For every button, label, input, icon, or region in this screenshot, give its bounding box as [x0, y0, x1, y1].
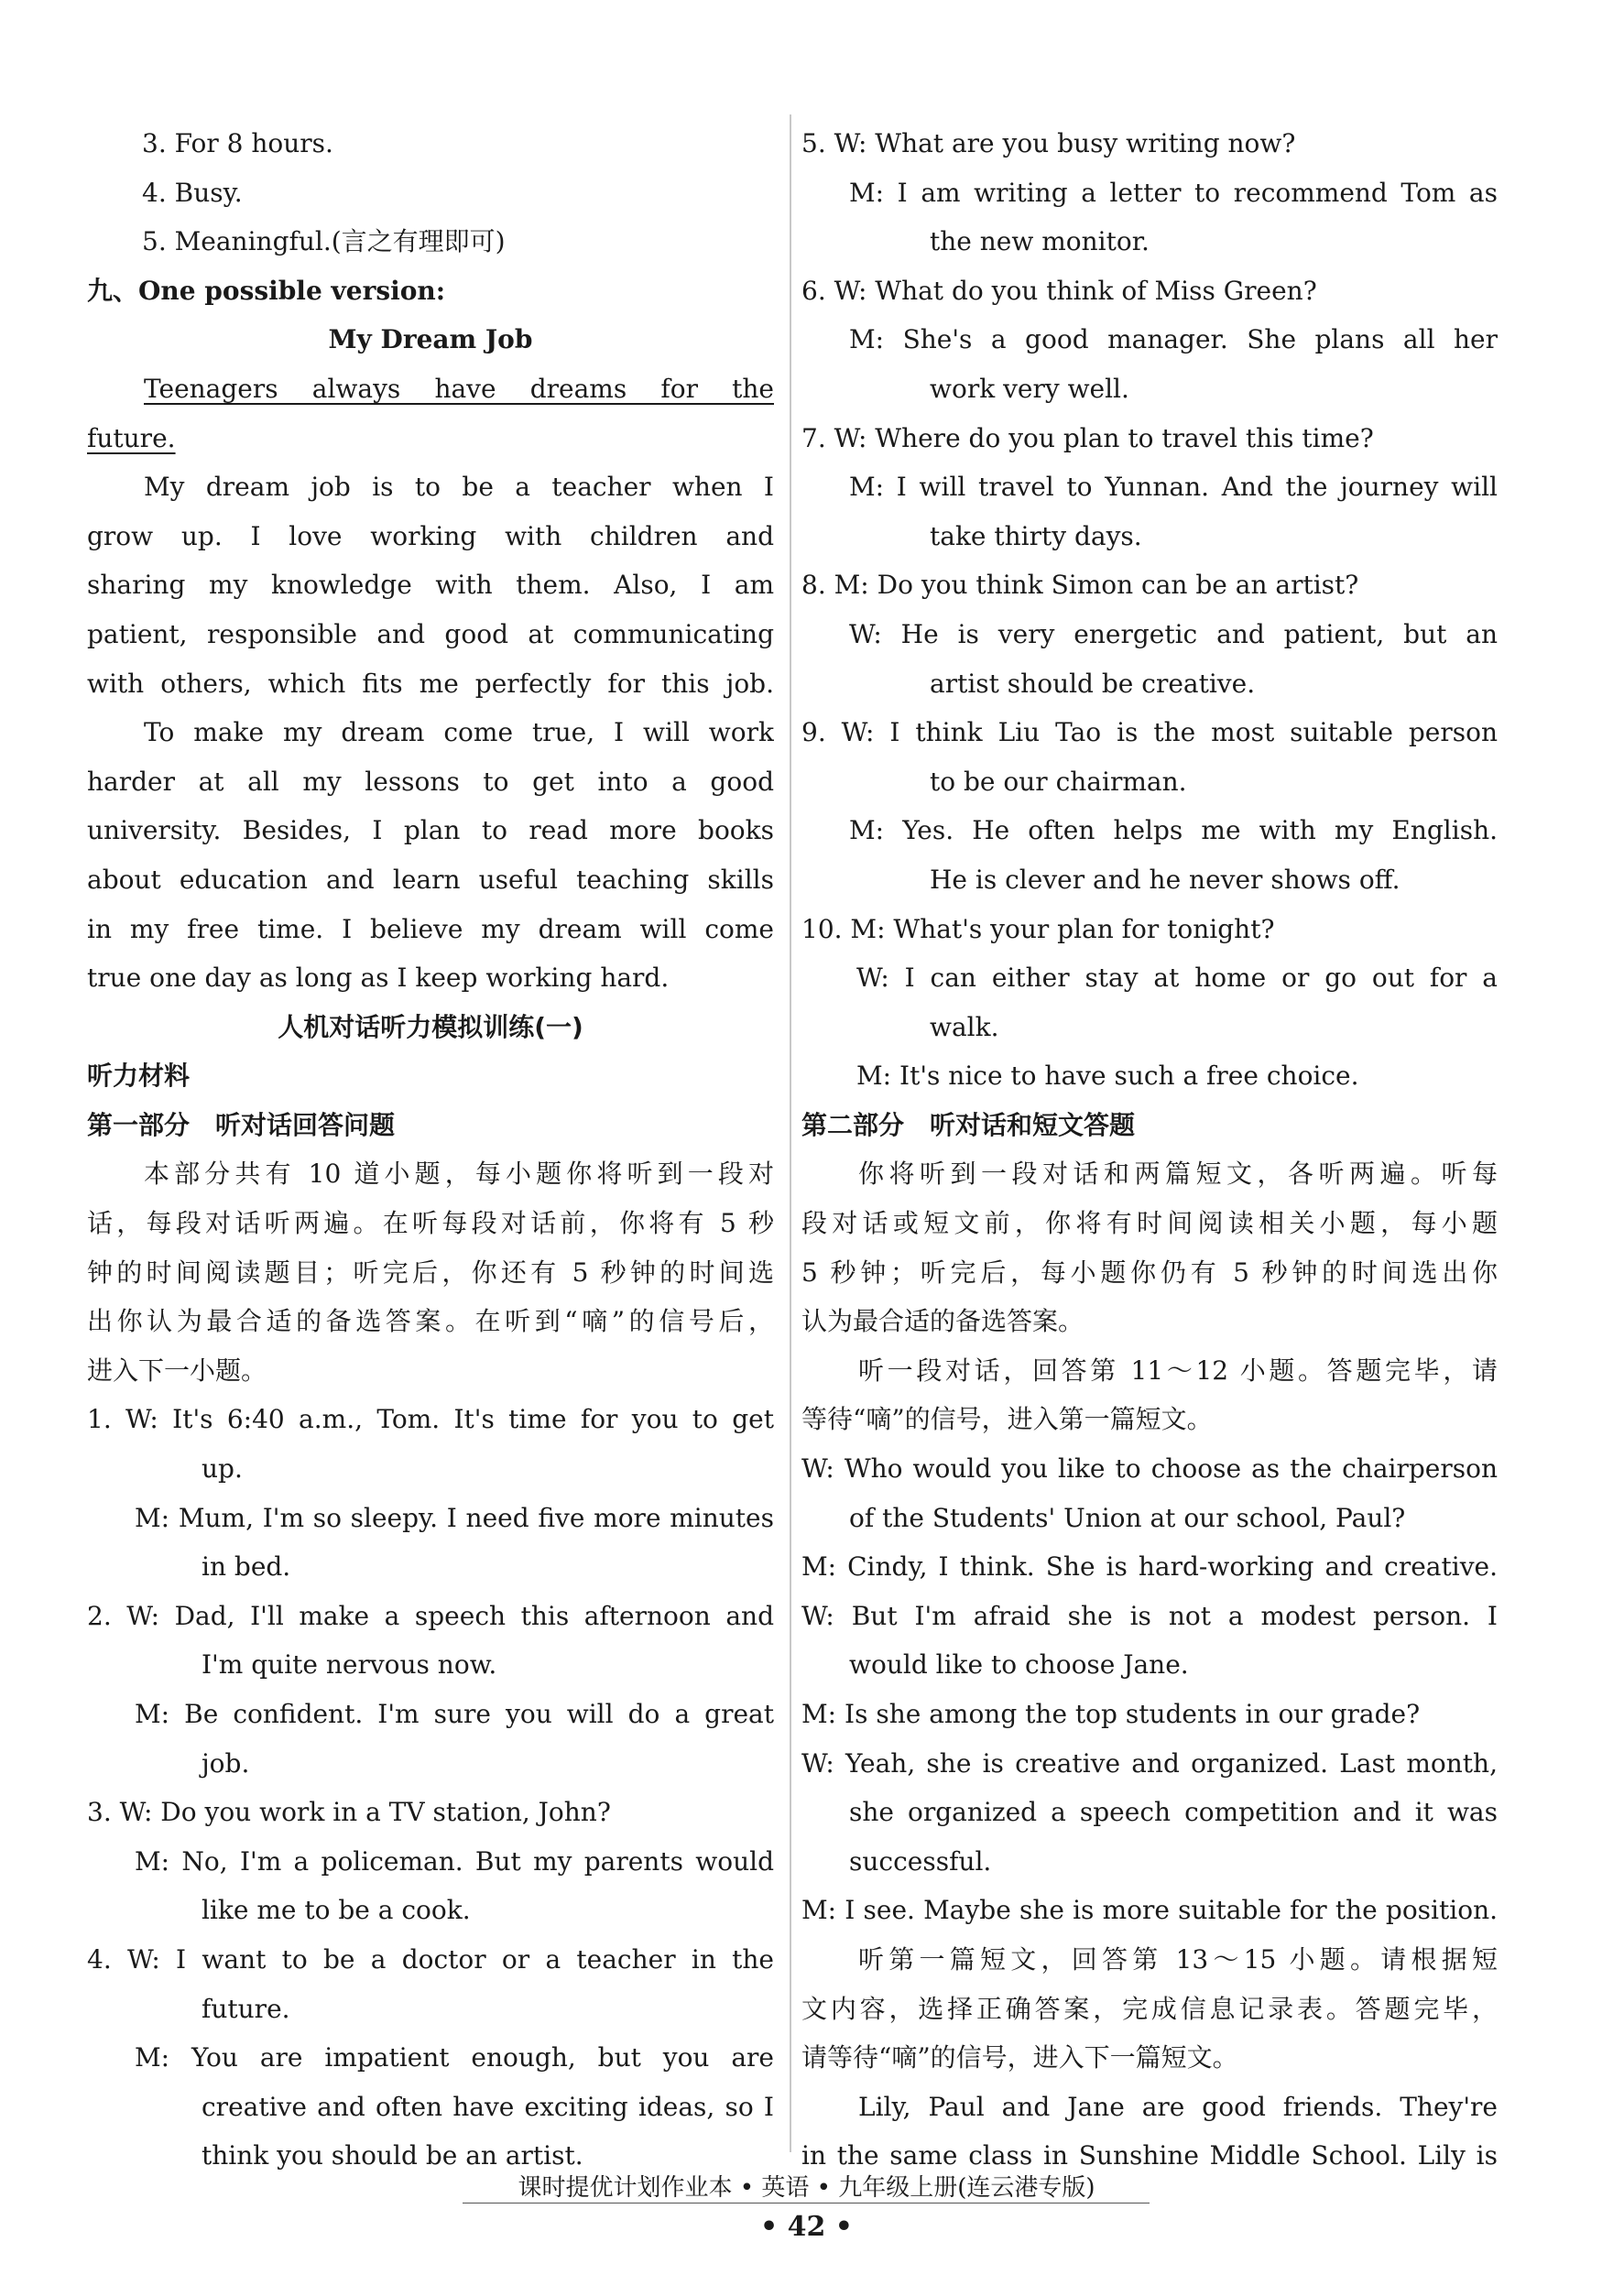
text-line: 5 秒钟；听完后，每小题你仍有 5 秒钟的时间选出你 — [801, 1257, 1498, 1288]
text-line: artist should be creative. — [930, 668, 1256, 699]
text-line: 听力材料 — [87, 1061, 191, 1092]
text-line: in the same class in Sunshine Middle School. Lily is — [801, 2140, 1498, 2171]
text-line: I'm quite nervous now. — [202, 1649, 497, 1681]
text-line: future. — [87, 422, 176, 453]
right-column — [801, 119, 1498, 2181]
text-line: M: I see. Maybe she is more suitable for the position. — [801, 1895, 1498, 1926]
text-line: M: Is she among the top students in our grade? — [801, 1699, 1421, 1729]
text-line: He is clever and he never shows off. — [930, 864, 1400, 895]
text-line: patient, responsible and good at communicating — [87, 618, 774, 649]
text-line: 进入下一小题。 — [87, 1355, 267, 1386]
footer-title: 课时提优计划作业本 • 英语 • 九年级上册(连云港专版) — [518, 2174, 1095, 2202]
text-line: take thirty days. — [930, 520, 1142, 551]
text-line: 1. W: It's 6:40 a.m., Tom. It's time for you to get — [87, 1404, 774, 1435]
text-line: 第一部分 听对话回答问题 — [87, 1109, 396, 1140]
text-line: sharing my knowledge with them. Also, I am — [87, 570, 774, 601]
text-line: 听第一篇短文，回答第 13～15 小题。请根据短 — [858, 1943, 1498, 1975]
text-line: grow up. I love working with children and — [87, 520, 774, 551]
text-line: 7. W: Where do you plan to travel this time? — [801, 422, 1374, 453]
text-line: M: She's a good manager. She plans all her — [849, 324, 1498, 355]
text-line: 文内容，选择正确答案，完成信息记录表。答题完毕， — [801, 1993, 1498, 2024]
text-line: 钟的时间阅读题目；听完后，你还有 5 秒钟的时间选 — [87, 1257, 774, 1288]
text-line: W: Yeah, she is creative and organized. Last month, — [801, 1747, 1498, 1779]
text-line: 请等待“嘀”的信号，进入下一篇短文。 — [801, 2042, 1238, 2073]
text-line: 出你认为最合适的备选答案。在听到“嘀”的信号后， — [87, 1306, 774, 1337]
text-line: M: No, I'm a policeman. But my parents would — [135, 1845, 774, 1877]
text-line: 5. W: What are you busy writing now? — [801, 128, 1296, 158]
text-line: to be our chairman. — [930, 766, 1187, 797]
text-line: 你将听到一段对话和两篇短文，各听两遍。听每 — [858, 1159, 1498, 1190]
text-line: true one day as long as I keep working hard. — [87, 963, 670, 994]
text-line: M: Yes. He often helps me with my English. — [849, 815, 1498, 846]
text-line: of the Students' Union at our school, Paul? — [849, 1502, 1406, 1533]
text-line: harder at all my lessons to get into a good — [87, 766, 774, 797]
page-number: • 42 • — [760, 2211, 853, 2243]
text-line: W: He is very energetic and patient, but an — [849, 618, 1498, 649]
text-line: My dream job is to be a teacher when I — [144, 472, 774, 503]
text-line: 8. M: Do you think Simon can be an artist? — [801, 570, 1359, 601]
text-line: about education and learn useful teaching skills — [87, 864, 774, 895]
text-line: would like to choose Jane. — [849, 1649, 1189, 1681]
text-line: up. — [202, 1453, 243, 1485]
left-column — [87, 119, 774, 2181]
text-line: M: Be confident. I'm sure you will do a great — [135, 1699, 774, 1729]
text-line: with others, which fits me perfectly for this job. — [87, 668, 774, 699]
text-line: 本部分共有 10 道小题，每小题你将听到一段对 — [144, 1159, 774, 1190]
text-line: 9. W: I think Liu Tao is the most suitable person — [801, 717, 1498, 748]
text-line: 话，每段对话听两遍。在听每段对话前，你将有 5 秒 — [87, 1208, 774, 1239]
text-line: 5. Meaningful.(言之有理即可) — [142, 226, 506, 257]
text-line: 人机对话听力模拟训练(一) — [278, 1011, 583, 1042]
text-line: work very well. — [930, 373, 1129, 404]
text-line: 3. For 8 hours. — [142, 128, 333, 158]
text-line: M: Mum, I'm so sleepy. I need five more minutes — [135, 1502, 774, 1533]
text-line: like me to be a cook. — [202, 1895, 471, 1926]
text-line: 2. W: Dad, I'll make a speech this afternoon and — [87, 1600, 774, 1631]
text-line: 段对话或短文前，你将有时间阅读相关小题，每小题 — [801, 1208, 1498, 1239]
text-line: M: It's nice to have such a free choice. — [856, 1061, 1359, 1092]
text-line: she organized a speech competition and it was — [849, 1797, 1498, 1828]
column-divider — [790, 114, 791, 2152]
text-line: W: Who would you like to choose as the chairperson — [801, 1453, 1498, 1485]
text-line: in my free time. I believe my dream will come — [87, 913, 774, 944]
text-line: 4. W: I want to be a doctor or a teacher in the — [87, 1943, 774, 1975]
text-line: M: I will travel to Yunnan. And the journey will — [849, 472, 1498, 503]
text-line: To make my dream come true, I will work — [144, 717, 774, 748]
text-line: 4. Busy. — [142, 177, 243, 208]
text-line: W: I can either stay at home or go out for a — [856, 963, 1498, 994]
text-line: Teenagers always have dreams for the — [144, 373, 774, 404]
text-line: 听一段对话，回答第 11～12 小题。答题完毕，请 — [858, 1355, 1498, 1386]
text-line: Lily, Paul and Jane are good friends. They're — [858, 2091, 1498, 2122]
text-line: walk. — [930, 1011, 999, 1042]
text-line: My Dream Job — [328, 324, 533, 355]
text-line: 等待“嘀”的信号，进入第一篇短文。 — [801, 1404, 1213, 1435]
text-line: M: I am writing a letter to recommend Tom as — [849, 177, 1498, 208]
text-line: 第二部分 听对话和短文答题 — [801, 1109, 1136, 1140]
text-line: M: Cindy, I think. She is hard-working and creative. — [801, 1551, 1498, 1583]
text-line: 6. W: What do you think of Miss Green? — [801, 275, 1317, 306]
text-line: 10. M: What's your plan for tonight? — [801, 913, 1275, 944]
text-line: job. — [202, 1747, 250, 1779]
text-line: W: But I'm afraid she is not a modest person. I — [801, 1600, 1498, 1631]
text-line: future. — [202, 1993, 290, 2024]
text-line: the new monitor. — [930, 226, 1150, 257]
footer-rule — [463, 2203, 1150, 2204]
text-line: creative and often have exciting ideas, so I — [202, 2091, 774, 2122]
text-line: in bed. — [202, 1551, 291, 1583]
text-line: university. Besides, I plan to read more books — [87, 815, 774, 846]
text-line: successful. — [849, 1845, 992, 1877]
text-line: M: You are impatient enough, but you are — [135, 2042, 774, 2073]
text-line: 认为最合适的备选答案。 — [801, 1306, 1084, 1337]
text-line: 3. W: Do you work in a TV station, John? — [87, 1797, 611, 1828]
text-line: think you should be an artist. — [202, 2140, 583, 2171]
text-line: 九、One possible version: — [87, 275, 446, 306]
